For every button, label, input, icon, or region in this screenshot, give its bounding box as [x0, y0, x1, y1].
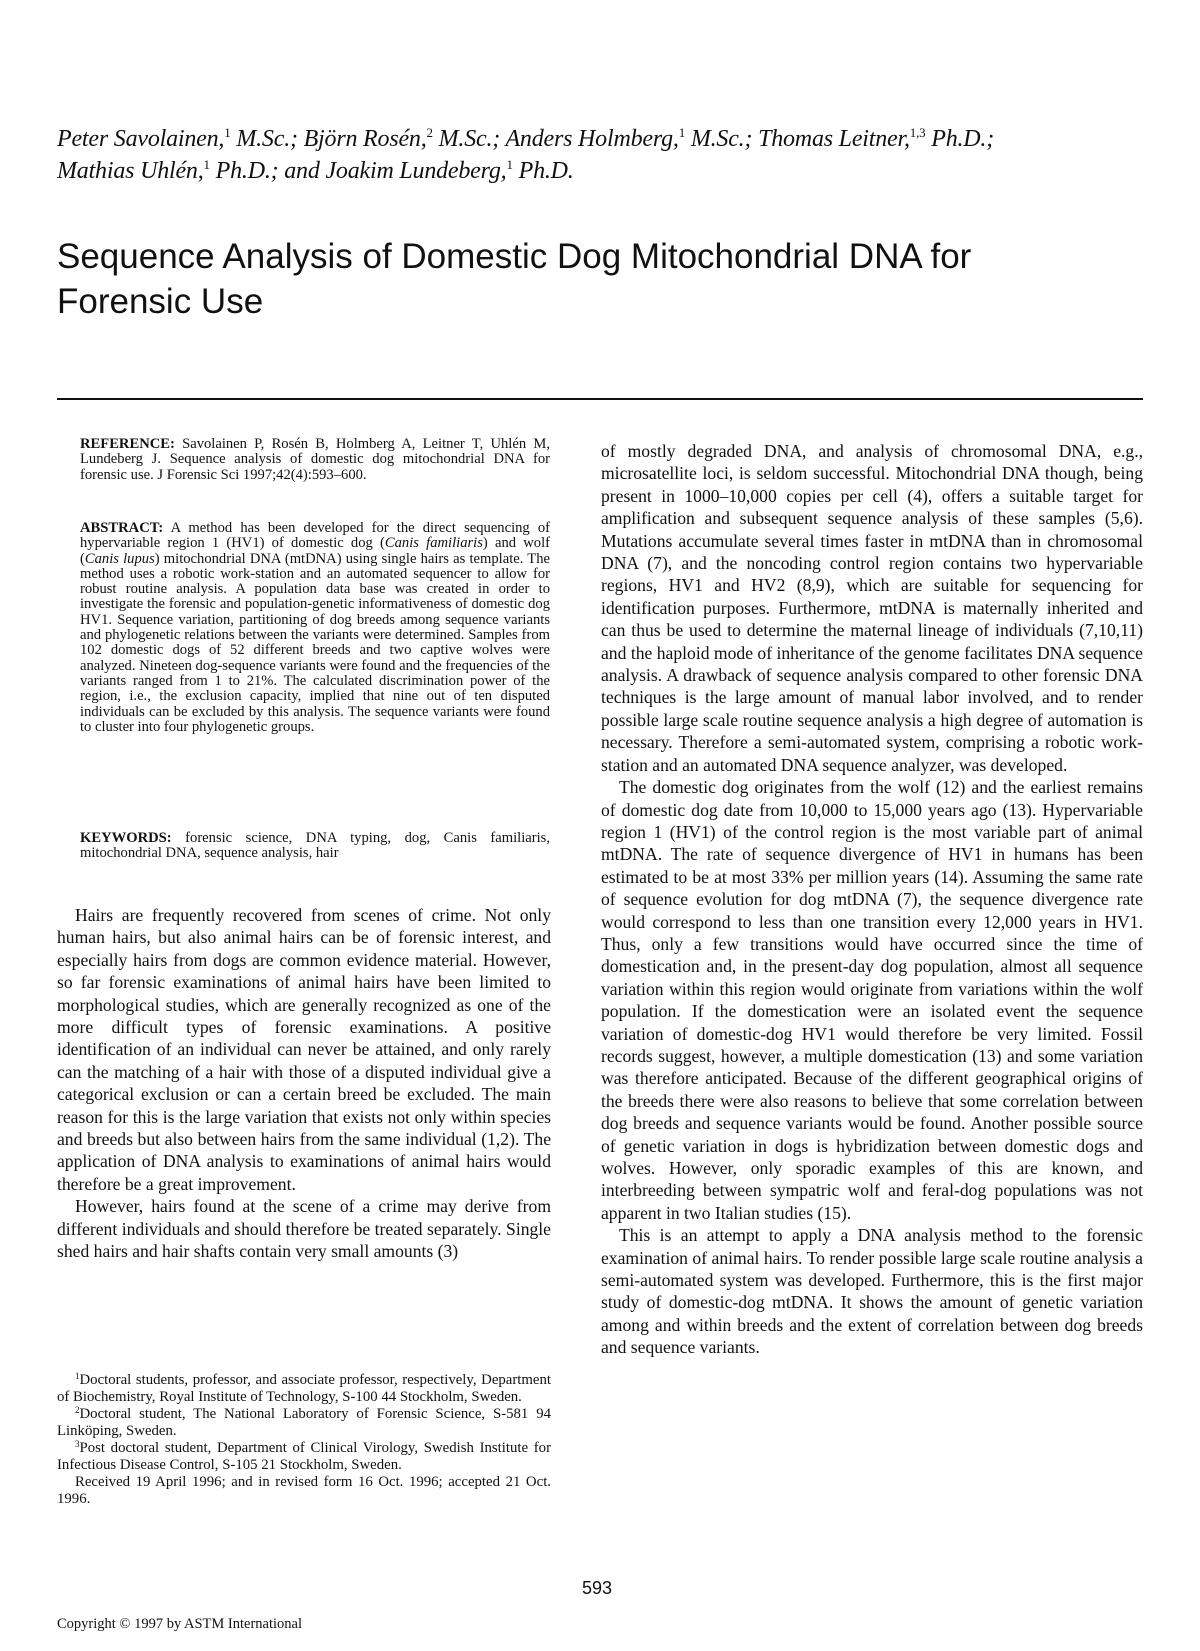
keywords-text: forensic science, DNA typing, dog, Canis familiaris, mitochondrial DNA, sequence analysis, hair	[80, 830, 550, 862]
reference-label: REFERENCE:	[80, 436, 175, 452]
right-column-body	[601, 440, 1143, 1359]
header-divider	[57, 398, 1143, 400]
reference-text: Savolainen P, Rosén B, Holmberg A, Leitner T, Uhlén M, Lundeberg J. Sequence analysis of domestic dog mitochondrial DNA for forensic use. J Forensic Sci 1997;42(4):593–600.	[80, 436, 550, 483]
species-name: Canis familiaris	[384, 535, 483, 552]
page-number: 593	[582, 1578, 613, 1598]
footnotes	[57, 1372, 551, 1508]
author: Joakim Lundeberg,$^1$ Ph.D.	[325, 157, 574, 184]
author: Peter Savolainen,$^1$ M.Sc.;	[57, 125, 298, 152]
abstract-label: ABSTRACT:	[80, 520, 164, 536]
footnote: $^1$Doctoral students, professor, and associate professor, respectively, Department of Biochemistry, Royal Institute of Technology, S-100 44 Stockholm, Sweden.	[57, 1371, 551, 1405]
species-name: Canis lupus	[84, 550, 155, 567]
abstract-text: ) and wolf (	[80, 535, 550, 567]
author: Mathias Uhlén,$^1$ Ph.D.; and	[57, 157, 320, 184]
keywords-block	[80, 831, 550, 862]
paragraph: The domestic dog originates from the wolf (12) and the earliest remains of domestic dog date from 10,000 to 15,000 years ago (13). Hypervariable region 1 (HV1) of the control region is the most variable part of animal mtDNA. The rate of sequence divergence of HV1 in humans has been estimated to be at most 33% per million years (14). Assuming the same rate of sequence evolution for dog mtDNA (7), the sequence divergence rate would correspond to less than one transition every 12,000 years in HV1. Thus, only a few transitions would have occurred since the time of domestication and, in the present-day dog population, almost all sequence variation within this region would originate from variations within the wolf population. If the domestication were an isolated event the sequence variation of domestic-dog HV1 would therefore be very limited. Fossil records suggest, however, a multiple domestication (13) and some variation was therefore anticipated. Because of the different geographical origins of the breeds there were also reasons to believe that some correlation between dog breeds and sequence variants would be found. Another possible source of genetic variation in dogs is hybridization between domestic dogs and wolves. However, only sporadic examples of this are known, and interbreeding between sympatric wolf and feral-dog populations was not apparent in two Italian studies (15).	[601, 777, 1143, 1223]
reference-block	[80, 437, 550, 483]
keywords-label: KEYWORDS:	[80, 830, 172, 846]
paragraph: Hairs are frequently recovered from scenes of crime. Not only human hairs, but also animal hairs can be of forensic interest, and especially hairs from dogs are common evidence material. However, so far forensic examinations of animal hairs have been limited to morphological studies, which are generally recognized as one of the more difficult types of forensic examinations. A positive identification of an individual can never be attained, and only rarely can the matching of a hair with those of a disputed individual give a categorical exclusion or can a certain breed be excluded. The main reason for this is the large variation that exists not only within species and breeds but also between hairs from the same individual (1,2). The application of DNA analysis to examinations of animal hairs would therefore be a great improvement.	[57, 905, 551, 1194]
paper-title	[57, 234, 1147, 324]
abstract-text: ) mitochondrial DNA (mtDNA) using single hairs as template. The method uses a robotic work-station and an automated sequencer to allow for robust routine analysis. A population data base was created in order to investigate the forensic and population-genetic informativeness of domestic dog HV1. Sequence variation, partitioning of dog breeds among sequence variants and phylogenetic relations between the variants were determined. Samples from 102 domestic dogs of 52 different breeds and two captive wolves were analyzed. Nineteen dog-sequence variants were found and the frequencies of the variants ranged from 1 to 21%. The calculated discrimination power of the region, i.e., the exclusion capacity, implied that nine out of ten disputed individuals can be excluded by this analysis. The sequence variants were found to cluster into four phylogenetic groups.	[80, 550, 550, 735]
received-dates: Received 19 April 1996; and in revised form 16 Oct. 1996; accepted 21 Oct. 1996.	[57, 1474, 551, 1507]
title-line-1: Sequence Analysis of Domestic Dog Mitochondrial DNA for	[57, 237, 972, 276]
abstract-block	[80, 521, 550, 735]
abstract-text: A method has been developed for the direct sequencing of hypervariable region 1 (HV1) of domestic dog (	[80, 520, 550, 552]
left-column-body	[57, 904, 551, 1263]
author: Anders Holmberg,$^1$ M.Sc.;	[505, 125, 753, 152]
footnote: $^2$Doctoral student, The National Laboratory of Forensic Science, S-581 94 Linköping, Sweden.	[57, 1405, 551, 1439]
author: Björn Rosén,$^2$ M.Sc.;	[303, 125, 501, 152]
paragraph: of mostly degraded DNA, and analysis of chromosomal DNA, e.g., microsatellite loci, is seldom successful. Mitochondrial DNA though, being present in 1000–10,000 copies per cell (4), offers a suitable target for amplification and subsequent sequence analysis of these samples (5,6). Mutations accumulate several times faster in mtDNA than in chromosomal DNA (7), and the noncoding control region contains two hypervariable regions, HV1 and HV2 (8,9), which are suitable for sequencing for identification purposes. Furthermore, mtDNA is maternally inherited and can thus be used to determine the maternal lineage of individuals (7,10,11) and the haploid mode of inheritance of the genome facilitates DNA sequence analysis. A drawback of sequence analysis compared to other forensic DNA techniques is the large amount of manual labor involved, and to render possible large scale routine sequence analysis a high degree of automation is necessary. Therefore a semi-automated system, comprising a robotic work-station and an automated DNA sequence analyzer, was developed.	[601, 441, 1143, 775]
author-list	[57, 123, 1147, 187]
paragraph: This is an attempt to apply a DNA analysis method to the forensic examination of animal hairs. To render possible large scale routine analysis a semi-automated system was developed. Furthermore, this is the first major study of domestic-dog mtDNA. It shows the amount of genetic variation among and within breeds and the extent of correlation between dog breeds and sequence variants.	[601, 1225, 1143, 1358]
author: Thomas Leitner,$^{1,3}$ Ph.D.;	[758, 125, 995, 152]
paragraph: However, hairs found at the scene of a crime may derive from different individuals and should therefore be treated separately. Single shed hairs and hair shafts contain very small amounts (3)	[57, 1196, 551, 1262]
footnote: $^3$Post doctoral student, Department of Clinical Virology, Swedish Institute for Infectious Disease Control, S-105 21 Stockholm, Sweden.	[57, 1439, 551, 1473]
copyright-notice: Copyright © 1997 by ASTM International	[57, 1616, 303, 1632]
title-line-2: Forensic Use	[57, 282, 264, 321]
